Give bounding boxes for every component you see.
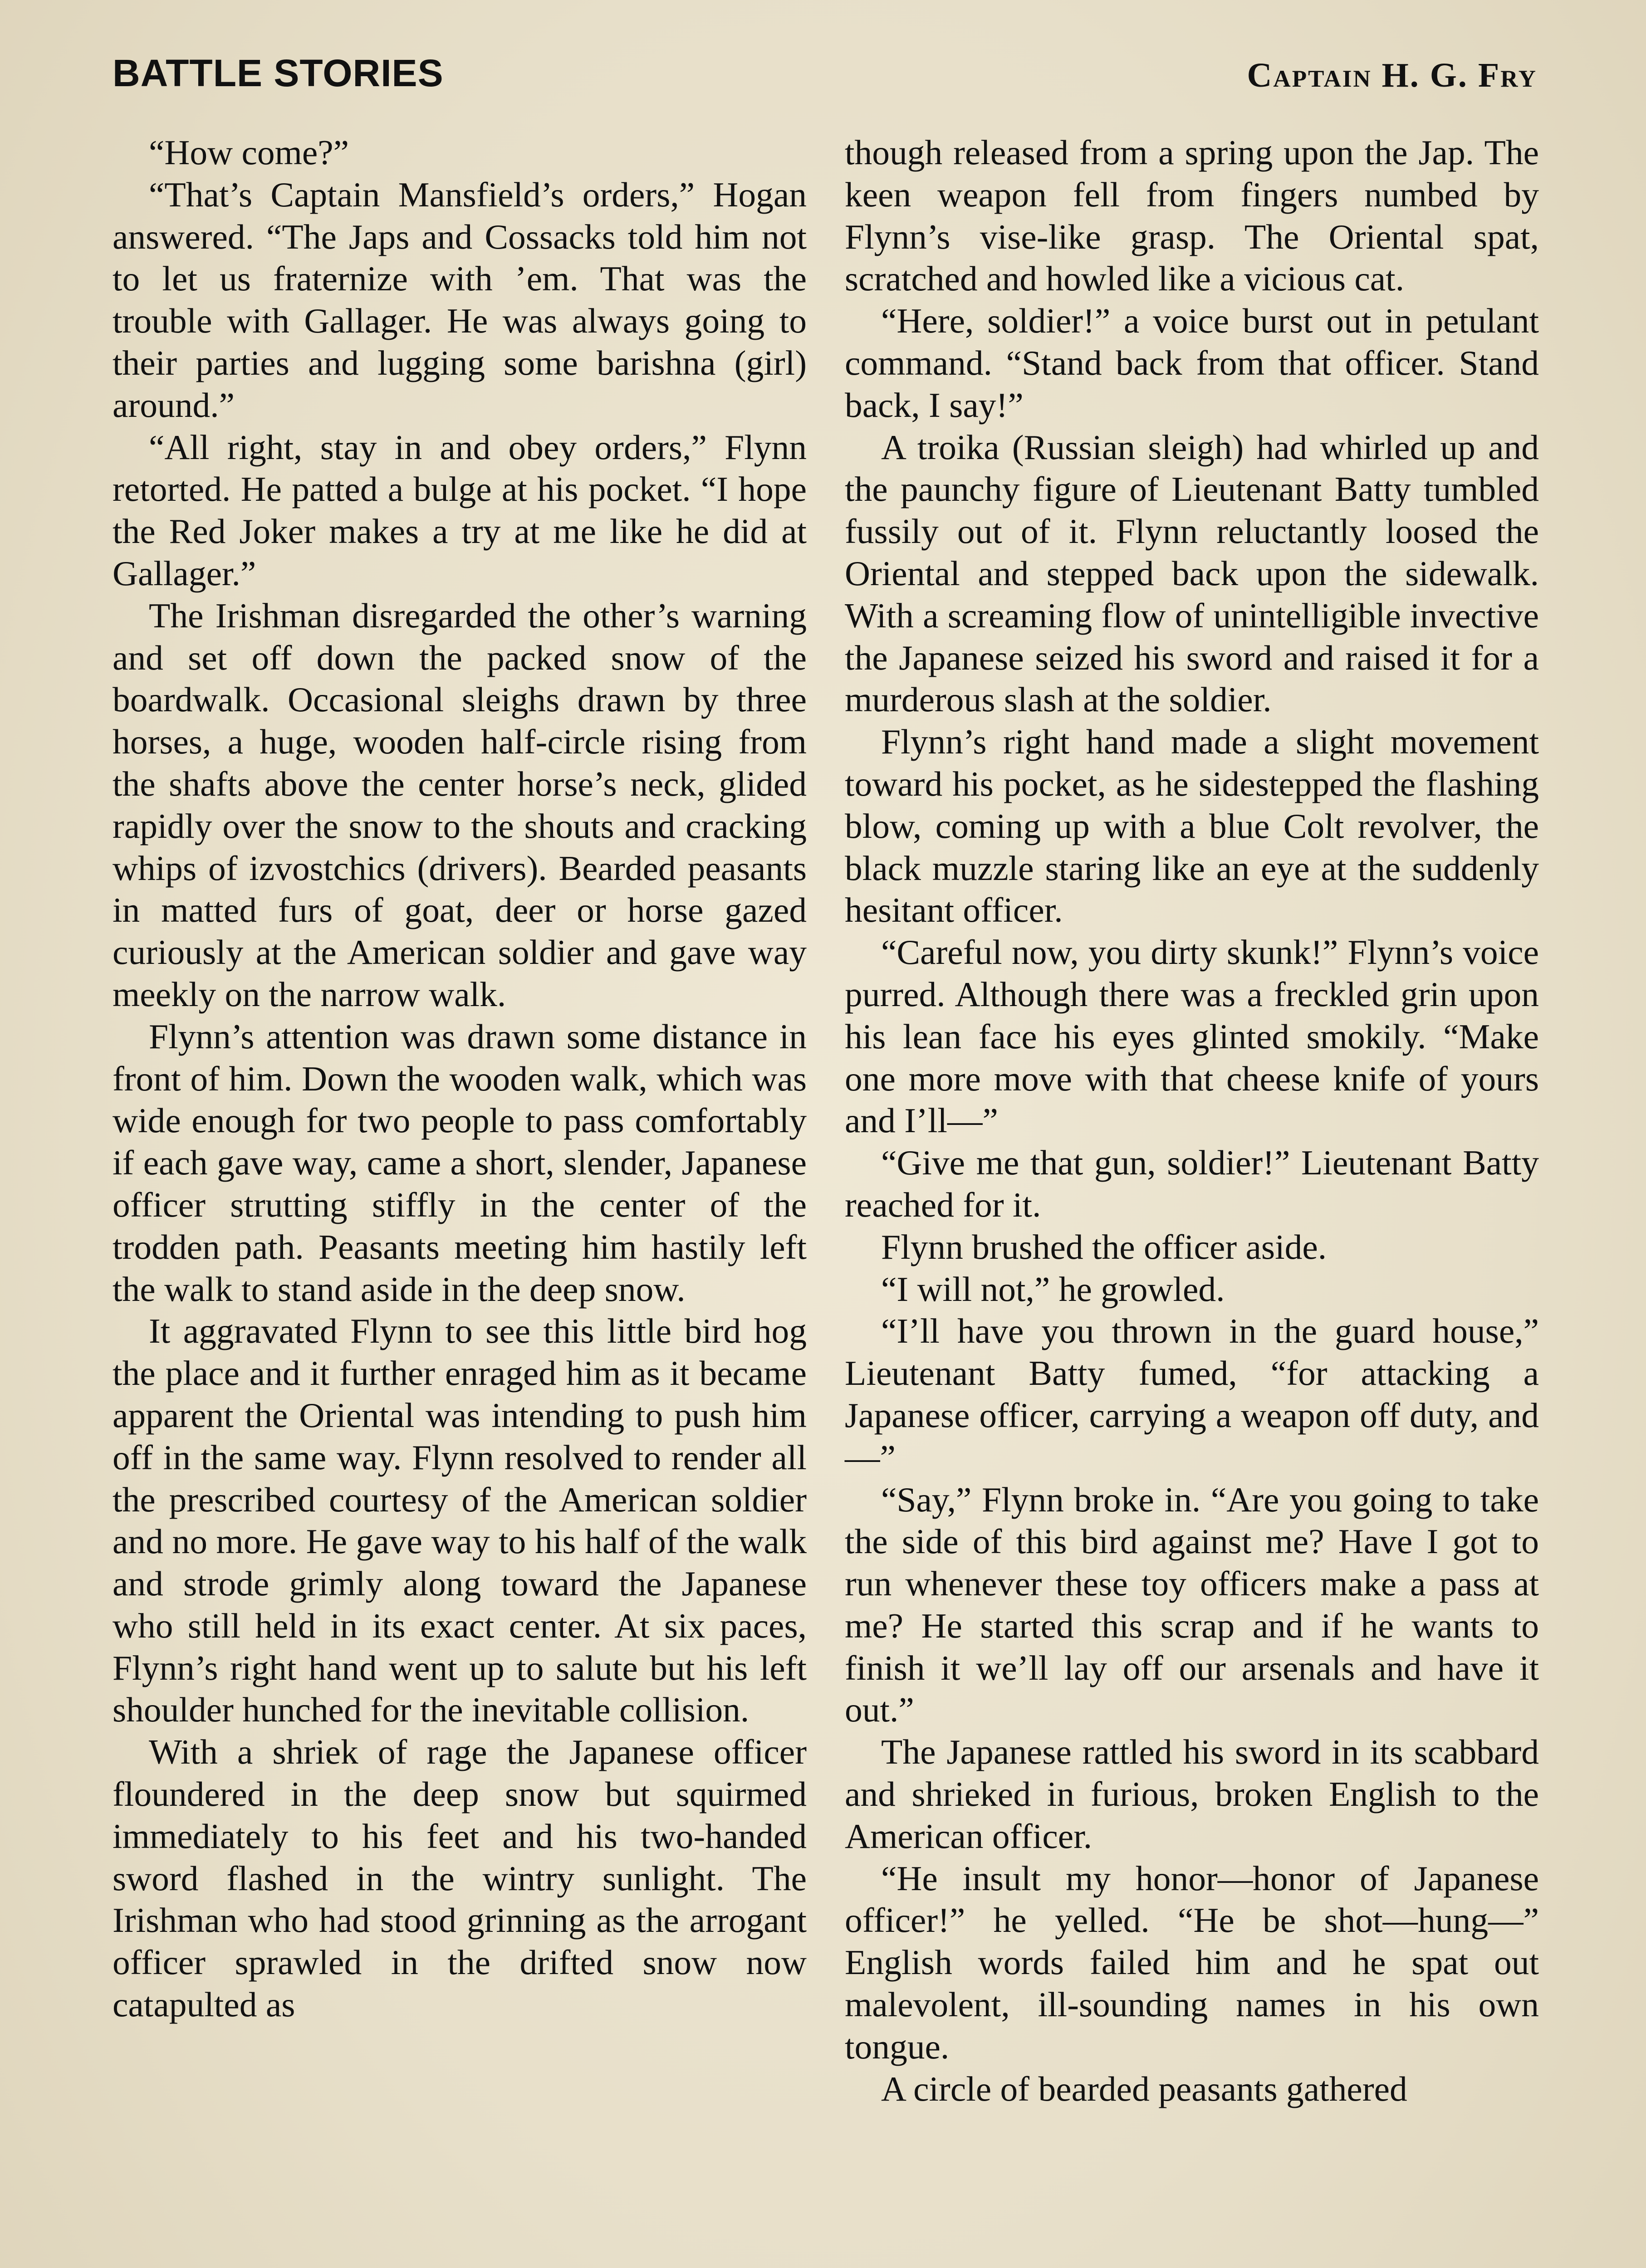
paragraph: “How come?” <box>149 133 349 172</box>
magazine-title: BATTLE STORIES <box>113 52 444 94</box>
paragraph: Flynn brushed the officer aside. <box>881 1227 1327 1266</box>
paragraph: “Give me that gun, soldier!” Lieutenant Batty reached for it. <box>845 1143 1539 1224</box>
left-column <box>113 132 807 2026</box>
paragraph: “That’s Captain Mansfield’s orders,” Hogan answered. “The Japs and Cossacks told him not to let us fraternize with ’em. That was the trouble with Gallager. He was always going to their parties and lugging some barishna (girl) around.” <box>113 175 807 425</box>
paragraph: “All right, stay in and obey orders,” Flynn retorted. He patted a bulge at his pocket. “I hope the Red Joker makes a try at me like he did at Gallager.” <box>113 427 807 593</box>
right-column <box>845 132 1539 2110</box>
paragraph: “He insult my honor—honor of Japanese officer!” he yelled. “He be shot—hung—” English words failed him and he spat out malevolent, ill-sounding names in his own tongue. <box>845 1858 1539 2066</box>
paragraph: With a shriek of rage the Japanese officer floundered in the deep snow but squirmed immediately to his feet and his two-handed sword flashed in the wintry sunlight. The Irishman who had stood grinning as the arrogant officer sprawled in the drifted snow now catapulted as <box>113 1732 807 2024</box>
paragraph: The Irishman disregarded the other’s warning and set off down the packed snow of the boardwalk. Occasional sleighs drawn by three horses, a huge, wooden half-circle rising from the shafts above the center horse’s neck, glided rapidly over the snow to the shouts and cracking whips of izvostchics (drivers). Bearded peasants in matted furs of goat, deer or horse gazed curiously at the American soldier and gave way meekly on the narrow walk. <box>113 596 807 1014</box>
paragraph: “I will not,” he growled. <box>881 1269 1225 1309</box>
paragraph: It aggravated Flynn to see this little bird hog the place and it further enraged him as it became apparent the Oriental was intending to push him off in the same way. Flynn resolved to render all the prescribed courtesy of the American soldier and no more. He gave way to his half of the walk and strode grimly along toward the Japanese who still held in its exact center. At six paces, Flynn’s right hand went up to salute but his left shoulder hunched for the inevitable collision. <box>113 1311 807 1730</box>
paragraph: “I’ll have you thrown in the guard house,” Lieutenant Batty fumed, “for attacking a Japanese officer, carrying a weapon off duty, and—” <box>845 1311 1539 1477</box>
paragraph: “Here, soldier!” a voice burst out in petulant command. “Stand back from that officer. Stand back, I say!” <box>845 301 1539 425</box>
paragraph: Flynn’s attention was drawn some distance in front of him. Down the wooden walk, which was wide enough for two people to pass comfortably if each gave way, came a short, slender, Japanese officer strutting stiffly in the center of the trodden path. Peasants meeting him hastily left the walk to stand aside in the deep snow. <box>113 1017 807 1309</box>
running-head <box>113 45 1537 95</box>
paragraph-continued: though released from a spring upon the Jap. The keen weapon fell from fingers numbed by Flynn’s vise-like grasp. The Oriental spat, scratched and howled like a vicious cat. <box>845 133 1539 298</box>
paragraph: A troika (Russian sleigh) had whirled up and the paunchy figure of Lieutenant Batty tumbled fussily out of it. Flynn reluctantly loosed the Oriental and stepped back upon the sidewalk. With a screaming flow of unintelligible invective the Japanese seized his sword and raised it for a murderous slash at the soldier. <box>845 427 1539 719</box>
paragraph: “Say,” Flynn broke in. “Are you going to take the side of this bird against me? Have I got to run whenever these toy officers make a pass at me? He started this scrap and if he wants to finish it we’ll lay off our arsenals and have it out.” <box>845 1480 1539 1730</box>
paragraph: The Japanese rattled his sword in its scabbard and shrieked in furious, broken English to the American officer. <box>845 1732 1539 1856</box>
paragraph: A circle of bearded peasants gathered <box>881 2069 1407 2108</box>
author-byline: Captain H. G. Fry <box>1247 56 1537 94</box>
paragraph: Flynn’s right hand made a slight movement toward his pocket, as he sidestepped the flashing blow, coming up with a blue Colt revolver, the black muzzle staring like an eye at the suddenly hesitant officer. <box>845 722 1539 930</box>
paragraph: “Careful now, you dirty skunk!” Flynn’s voice purred. Although there was a freckled grin upon his lean face his eyes glinted smokily. “Make one more move with that cheese knife of yours and I’ll—” <box>845 933 1539 1140</box>
